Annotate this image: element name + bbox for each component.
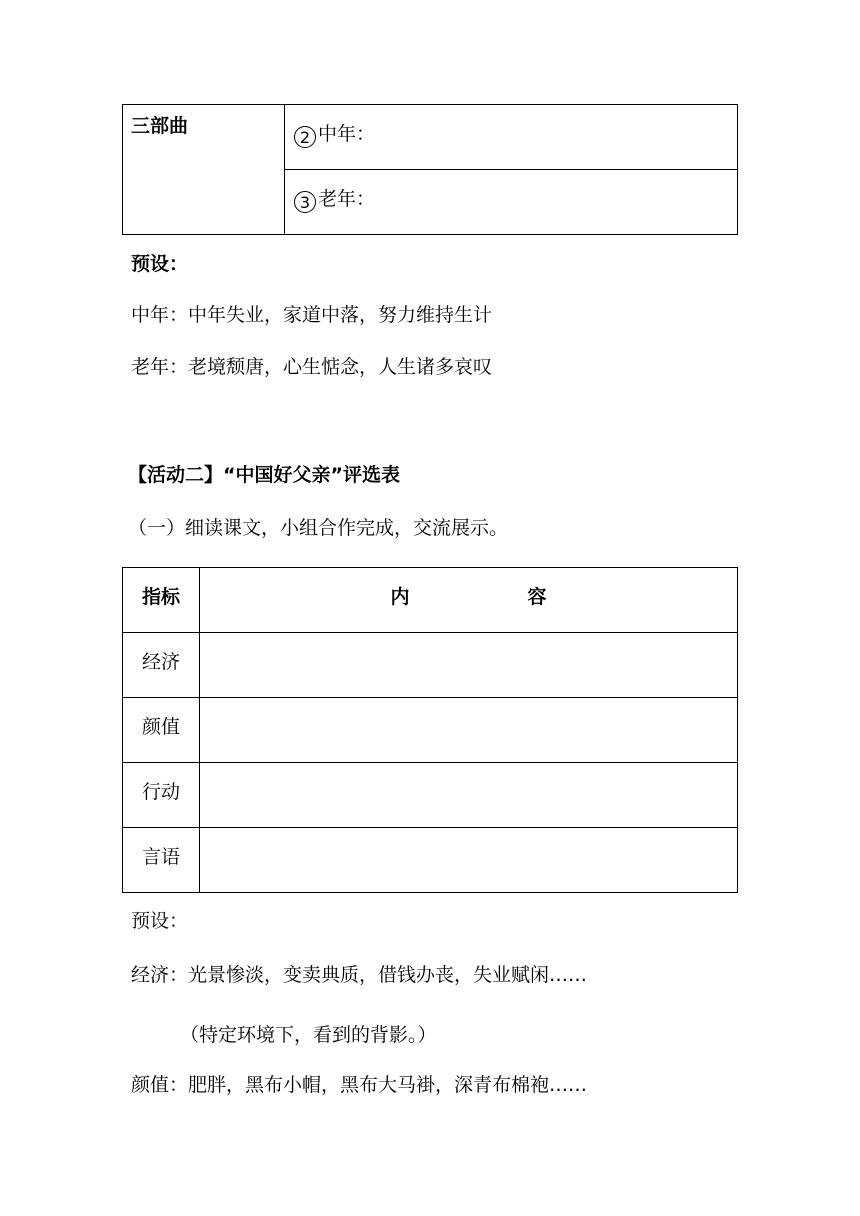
trilogy-label: 三部曲 <box>123 105 285 235</box>
middle-age-cell[interactable] <box>285 105 738 170</box>
life-stages-table <box>122 104 738 235</box>
row-cell-speech[interactable] <box>200 828 738 893</box>
row-cell-economy[interactable] <box>200 633 738 698</box>
row-label-appearance: 颜值 <box>123 698 200 763</box>
activity-title: 【活动二】“中国好父亲”评选表 <box>128 464 400 486</box>
preset-heading: 预设： <box>131 253 189 275</box>
preset-note-line: （特定环境下，看到的背影。） <box>180 1024 437 1046</box>
evaluation-table <box>122 567 738 893</box>
preset-heading-2: 预设： <box>131 910 189 932</box>
preset-line-middle-age: 中年：中年失业，家道中落，努力维持生计 <box>131 304 493 326</box>
preset-economy-line: 经济：光景惨淡，变卖典质，借钱办丧，失业赋闲…… <box>131 964 588 986</box>
header-content <box>200 568 738 633</box>
activity-instruction: （一）细读课文，小组合作完成，交流展示。 <box>128 517 509 539</box>
circled-number-icon: 2 <box>294 126 316 148</box>
row-label-economy: 经济 <box>123 633 200 698</box>
preset-appearance-line: 颜值：肥胖，黑布小帽，黑布大马褂，深青布棉袍…… <box>131 1074 588 1096</box>
old-age-label: 老年： <box>318 188 376 210</box>
middle-age-label: 中年： <box>318 123 376 145</box>
header-content-2: 容 <box>527 586 547 608</box>
header-indicator: 指标 <box>123 568 200 633</box>
circled-number-icon: 3 <box>294 191 316 213</box>
preset-line-old-age: 老年：老境颓唐，心生惦念，人生诸多哀叹 <box>131 356 493 378</box>
row-label-action: 行动 <box>123 763 200 828</box>
row-label-speech: 言语 <box>123 828 200 893</box>
row-cell-action[interactable] <box>200 763 738 828</box>
header-content-1: 内 <box>390 586 410 608</box>
old-age-cell[interactable] <box>285 170 738 235</box>
row-cell-appearance[interactable] <box>200 698 738 763</box>
